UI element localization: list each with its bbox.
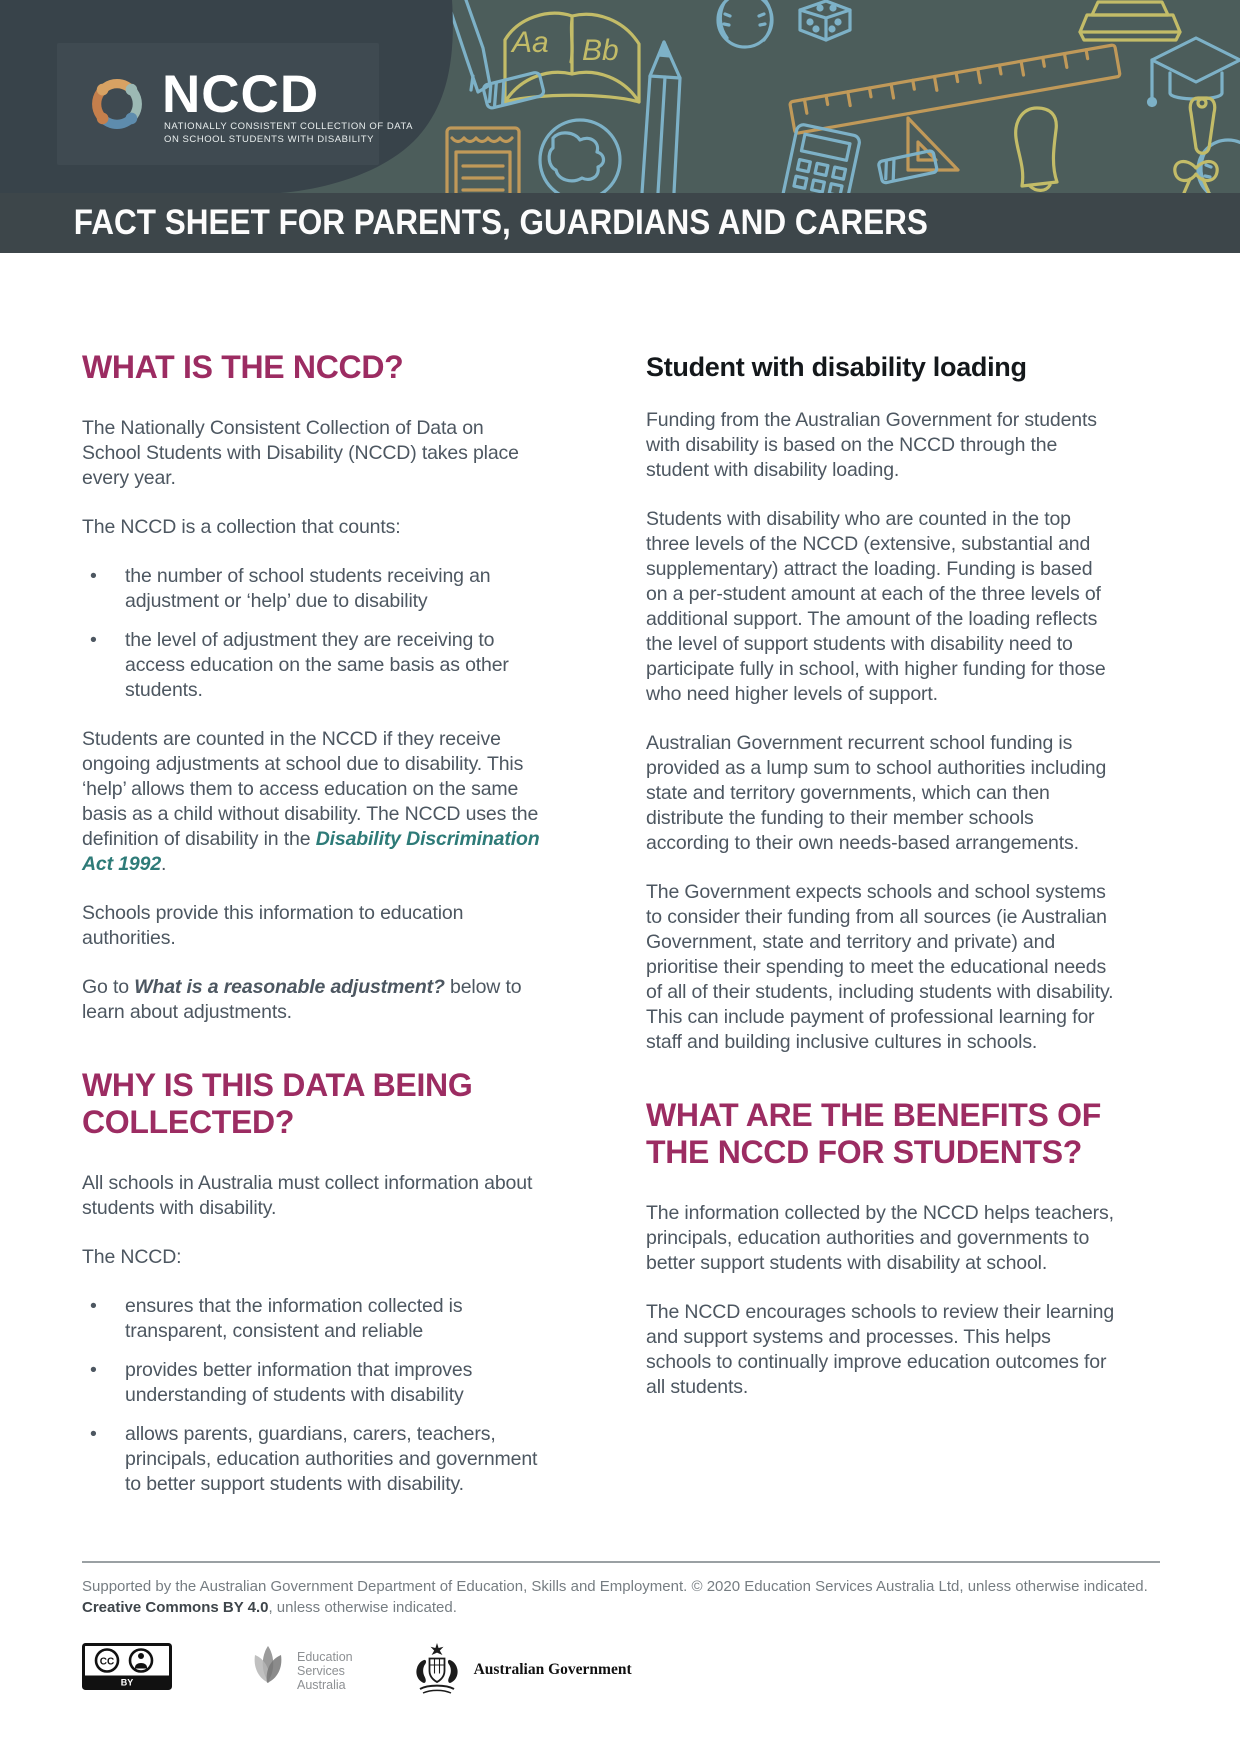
- baseball-icon: [718, 0, 772, 47]
- paragraph-text: .: [161, 853, 167, 875]
- graduation-cap-icon: [1149, 38, 1240, 106]
- esa-line1: Education: [297, 1650, 353, 1664]
- paragraph: All schools in Australia must collect information about students with disability.: [82, 1172, 533, 1219]
- bullet-list-nccd-benefits: [82, 1294, 542, 1497]
- globe-icon: [540, 120, 620, 193]
- content-columns: [0, 253, 1240, 1521]
- bullet-list-counts: [82, 564, 542, 703]
- bell-icon: [1016, 108, 1057, 190]
- paragraph: The NCCD encourages schools to review their learning and support systems and processes. This helps schools to continually improve education outcomes for all students.: [646, 1301, 1115, 1398]
- list-item: • ensures that the information collected is transparent, consistent and reliable: [82, 1294, 542, 1344]
- reasonable-adjustment-reference: What is a reasonable adjustment?: [134, 976, 445, 998]
- nccd-wordmark: NCCD: [162, 65, 320, 124]
- calculator-icon: [781, 123, 861, 193]
- fact-sheet-title: FACT SHEET FOR PARENTS, GUARDIANS AND CARERS: [73, 203, 928, 242]
- paragraph: The NCCD is a collection that counts:: [82, 516, 401, 538]
- cc-by-badge[interactable]: [82, 1643, 172, 1690]
- set-square-icon: [908, 118, 958, 170]
- paragraph: Schools provide this information to education authorities.: [82, 902, 464, 949]
- title-banner: [0, 193, 1240, 253]
- paragraph: The NCCD:: [82, 1246, 182, 1268]
- australian-government-logo: [411, 1643, 632, 1697]
- paragraph: [82, 975, 542, 1025]
- list-item: • the number of school students receiving an adjustment or ‘help’ due to disability: [82, 564, 542, 614]
- disability-discrimination-act-link[interactable]: Disability Discrimination Act 1992: [82, 828, 540, 875]
- by-label: BY: [120, 1677, 134, 1688]
- section-heading-why-collected: WHY IS THIS DATA BEING COLLECTED?: [82, 1067, 473, 1140]
- footer: [82, 1561, 1160, 1697]
- esa-petal-icon: [248, 1643, 288, 1695]
- book-stack-icon: [1080, 2, 1180, 40]
- paragraph-text: Go to: [82, 976, 135, 998]
- section-heading-what-is-nccd: WHAT IS THE NCCD?: [82, 349, 404, 385]
- list-item: • the level of adjustment they are receiving to access education on the same basis as other students.: [82, 628, 542, 703]
- section-heading-benefits: WHAT ARE THE BENEFITS OF THE NCCD FOR STUDENTS?: [646, 1097, 1102, 1170]
- paragraph: The Nationally Consistent Collection of Data on School Students with Disability (NCCD) takes place every year.: [82, 417, 519, 489]
- list-item: • allows parents, guardians, carers, teachers, principals, education authorities and government to better support students with disability.: [82, 1422, 542, 1497]
- paragraph: [82, 727, 542, 877]
- footer-attribution: Supported by the Australian Government Department of Education, Skills and Employment. © 2020 Education Services Australia Ltd, unless otherwise indicated.: [82, 1578, 1148, 1595]
- dice-icon: [800, 1, 850, 40]
- list-item: • provides better information that improves understanding of students with disability: [82, 1358, 542, 1408]
- paragraph: Funding from the Australian Government for students with disability is based on the NCCD through the student with disability loading.: [646, 409, 1097, 481]
- right-column: [646, 349, 1116, 1521]
- australian-government-label: Australian Government: [473, 1661, 632, 1678]
- paragraph: The information collected by the NCCD helps teachers, principals, education authorities and governments to better support students with disability at school.: [646, 1202, 1114, 1274]
- paragraph: Students with disability who are counted in the top three levels of the NCCD (extensive, substantial and supplementary) attract the loading. Funding is based on a per-student amount at each of the three levels of additional support. The amount of the loading reflects the level of support students with disability need to participate fully in school, with higher funding for those who need higher levels of support.: [646, 508, 1106, 705]
- pencil-icon: [642, 42, 680, 193]
- footer-logos: [82, 1643, 1160, 1697]
- section-heading-disability-loading: Student with disability loading: [646, 352, 1027, 382]
- footer-licence-rest: , unless otherwise indicated.: [268, 1599, 457, 1616]
- cc-letters: CC: [99, 1656, 115, 1668]
- esa-line3: Australia: [297, 1678, 346, 1692]
- nccd-logo: [86, 65, 413, 146]
- ruler-icon: [790, 45, 1121, 134]
- esa-line2: Services: [297, 1664, 345, 1678]
- book-letters-right: Bb: [582, 34, 619, 67]
- header-hero: [0, 0, 1240, 193]
- footer-licence: [82, 1597, 1160, 1618]
- open-book-icon: [505, 13, 639, 102]
- paragraph: Australian Government recurrent school funding is provided as a lump sum to school authorities including state and territory governments, which can then distribute the funding to their member schools according to their own needs-based arrangements.: [646, 732, 1107, 854]
- paragraph: The Government expects schools and school systems to consider their funding from all sources (ie Australian Government, state and territory and private) and prioritise their spending to meet the educational needs of all of their students, including students with disability. This can include payment of professional learning for staff and building inclusive cultures in schools.: [646, 881, 1114, 1053]
- paragraph-text: below to learn about adjustments.: [82, 976, 522, 1023]
- left-column: [82, 349, 542, 1521]
- esa-logo: [248, 1643, 353, 1695]
- book-letters-left: Aa: [512, 26, 549, 59]
- nccd-tagline-line1: NATIONALLY CONSISTENT COLLECTION OF DATA: [164, 121, 413, 132]
- creative-commons-link[interactable]: Creative Commons BY 4.0: [82, 1599, 269, 1616]
- paragraph-text: Students are counted in the NCCD if they receive ongoing adjustments at school due to disability. This ‘help’ allows them to access education on the same basis as a child without disability. The NCCD uses the definition of disability in the: [82, 728, 539, 850]
- footer-divider: [82, 1561, 1160, 1563]
- nccd-tagline-line2: ON SCHOOL STUDENTS WITH DISABILITY: [164, 134, 374, 145]
- nccd-ring-icon: [86, 73, 148, 135]
- esa-wordmark: [297, 1650, 353, 1692]
- australian-government-crest: [411, 1643, 463, 1697]
